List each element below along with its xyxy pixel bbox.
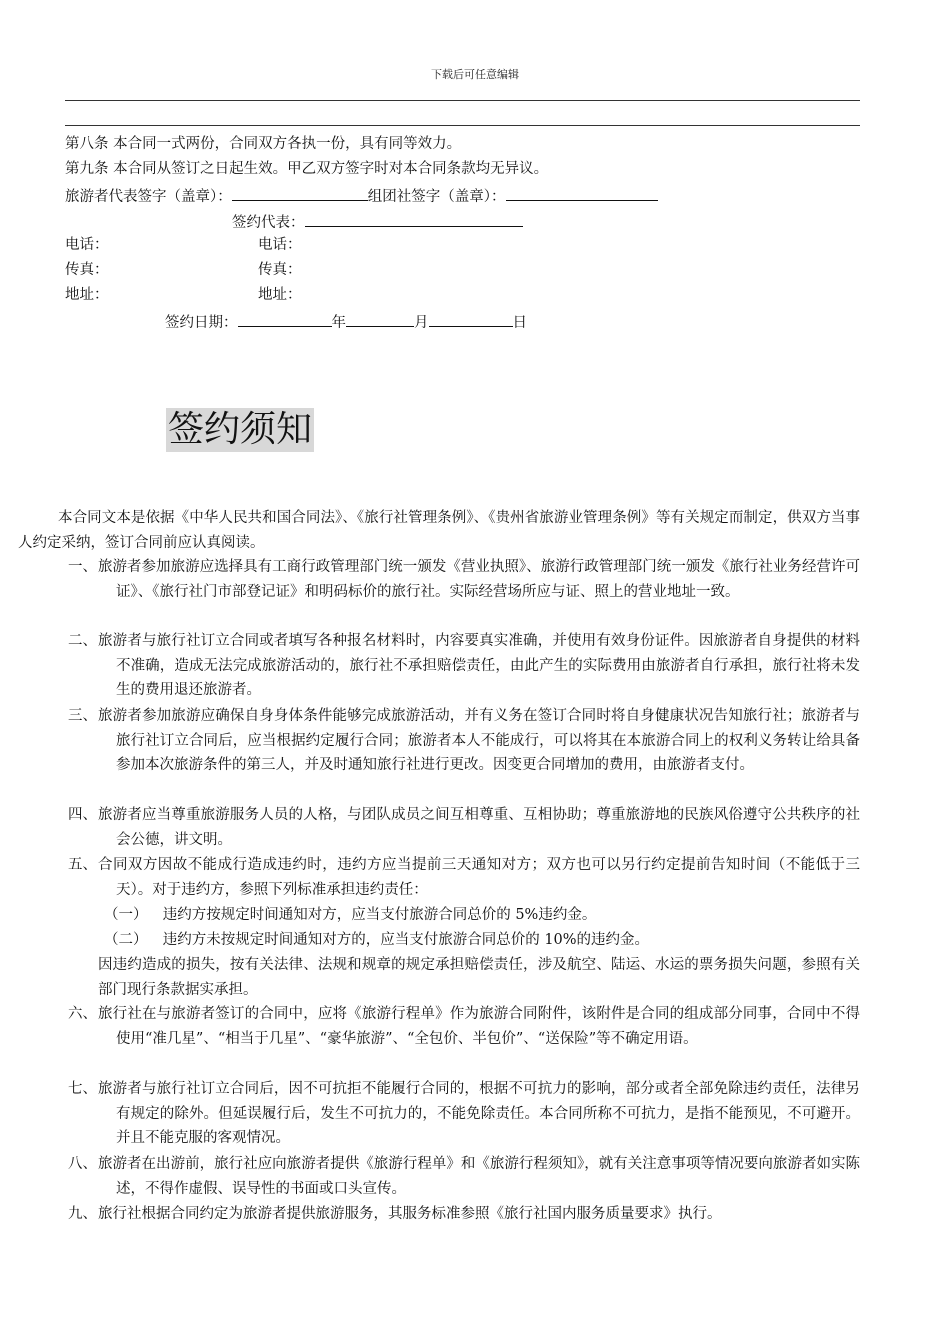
notice-item-6 — [68, 1002, 860, 1051]
fax-label-right: 传真： — [258, 262, 302, 278]
item-number: 二、 — [68, 633, 97, 649]
item-number: 七、 — [68, 1081, 97, 1097]
item-text: 旅游者与旅行社订立合同后，因不可抗拒不能履行合同的，根据不可抗力的影响，部分或者全部免除违约责任，法律另有规定的除外。但延误履行后，发生不可抗力的，不能免除责任。本合同所称不可抗力，是指不能预见，不可避开。并且不能克服的客观情况。 — [98, 1081, 860, 1146]
date-row — [165, 310, 527, 333]
rep-label: 签约代表： — [232, 215, 305, 231]
item-text: 合同双方因故不能成行造成违约时，违约方应当提前三天通知对方；双方也可以另行约定提前告知时间（不能低于三天）。对于违约方，参照下列标准承担违约责任： — [98, 857, 860, 898]
phone-label-left: 电话： — [65, 237, 109, 253]
damages-paragraph: 因违约造成的损失，按有关法律、法规和规章的规定承担赔偿责任，涉及航空、陆运、水运的票务损失问题，参照有关部门现行条款据实承担。 — [98, 957, 860, 998]
notice-item-5 — [68, 853, 860, 902]
agency-sign-label: 组团社签字（盖章）： — [367, 189, 506, 205]
header-note: 下载后可任意编辑 — [431, 68, 519, 81]
header-rule-top — [65, 100, 860, 101]
sub-text: 违约方未按规定时间通知对方的，应当支付旅游合同总价的 10%的违约金。 — [162, 932, 650, 948]
notice-item-4 — [68, 803, 860, 852]
rep-field[interactable] — [305, 210, 523, 227]
item-text: 旅游者应当尊重旅游服务人员的人格，与团队成员之间互相尊重、互相协助；尊重旅游地的民族风俗遵守公共秩序的社会公德，讲文明。 — [98, 807, 860, 848]
notice-item-1 — [68, 555, 860, 604]
item-text: 旅游者与旅行社订立合同或者填写各种报名材料时，内容要真实准确，并使用有效身份证件。因旅游者自身提供的材料不准确，造成无法完成旅游活动的，旅行社不承担赔偿责任，由此产生的实际费用由旅游者自行承担，旅行社将未发生的费用退还旅游者。 — [98, 633, 860, 698]
month-label: 月 — [414, 315, 429, 331]
month-field[interactable] — [346, 310, 414, 327]
address-label-right: 地址： — [258, 287, 302, 303]
notice-item-2 — [68, 629, 860, 703]
notice-item-9 — [68, 1202, 860, 1227]
sub-text: 违约方按规定时间通知对方，应当支付旅游合同总价的 5%违约金。 — [162, 907, 597, 923]
item-number: 八、 — [68, 1156, 97, 1172]
year-label: 年 — [331, 315, 346, 331]
fax-label-left: 传真： — [65, 262, 109, 278]
notice-intro: 本合同文本是依据《中华人民共和国合同法》、《旅行社管理条例》、《贵州省旅游业管理条例》等有关规定而制定，供双方当事人约定采纳，签订合同前应认真阅读。 — [18, 510, 860, 551]
header-rule-bottom — [65, 125, 860, 126]
notice-title: 签约须知 — [168, 409, 313, 450]
day-label: 日 — [512, 315, 527, 331]
tourist-sign-label: 旅游者代表签字（盖章）： — [65, 189, 232, 205]
phone-label-right: 电话： — [258, 237, 302, 253]
rep-row — [232, 210, 523, 233]
item-number: 一、 — [68, 559, 97, 575]
sub-number: （二） — [104, 932, 148, 948]
item-text: 旅游者参加旅游应确保自身身体条件能够完成旅游活动，并有义务在签订合同时将自身健康状况告知旅行社；旅游者与旅行社订立合同后，应当根据约定履行合同；旅游者本人不能成行，可以将其在本旅游合同上的权利义务转让给具备参加本次旅游条件的第三人，并及时通知旅行社进行更改。因变更合同增加的费用，由旅游者支付。 — [98, 708, 860, 773]
notice-item-3 — [68, 704, 860, 778]
item-text: 旅行社根据合同约定为旅游者提供旅游服务，其服务标准参照《旅行社国内服务质量要求》执行。 — [98, 1206, 722, 1222]
item-number: 三、 — [68, 708, 97, 724]
penalty-clause-1 — [104, 903, 596, 928]
year-field[interactable] — [238, 310, 332, 327]
item-text: 旅游者参加旅游应选择具有工商行政管理部门统一颁发《营业执照》、旅游行政管理部门统一颁发《旅行社业务经营许可证》、《旅行社门市部登记证》和明码标价的旅行社。实际经营场所应与证、照上的营业地址一致。 — [98, 559, 860, 600]
item-number: 四、 — [68, 807, 97, 823]
day-field[interactable] — [429, 310, 513, 327]
notice-item-7 — [68, 1077, 860, 1151]
notice-item-8 — [68, 1152, 860, 1201]
signature-row — [65, 184, 658, 207]
sub-number: （一） — [104, 907, 148, 923]
agency-sign-field[interactable] — [506, 184, 658, 201]
date-label: 签约日期： — [165, 315, 238, 331]
address-label-left: 地址： — [65, 287, 109, 303]
penalty-clause-2 — [104, 928, 649, 953]
article-8: 第八条 本合同一式两份，合同双方各执一份，具有同等效力。 — [65, 136, 462, 152]
tourist-sign-field[interactable] — [232, 184, 368, 201]
item-text: 旅行社在与旅游者签订的合同中，应将《旅游行程单》作为旅游合同附件，该附件是合同的组成部分同事，合同中不得使用“准几星”、“相当于几星”、“豪华旅游”、“全包价、半包价”、“送保险”等不确定用语。 — [98, 1006, 860, 1047]
item-number: 六、 — [68, 1006, 97, 1022]
item-number: 九、 — [68, 1206, 97, 1222]
item-number: 五、 — [68, 857, 97, 873]
item-text: 旅游者在出游前，旅行社应向旅游者提供《旅游行程单》和《旅游行程须知》，就有关注意事项等情况要向旅游者如实陈述，不得作虚假、误导性的书面或口头宣传。 — [98, 1156, 860, 1197]
article-9: 第九条 本合同从签订之日起生效。甲乙双方签字时对本合同条款均无异议。 — [65, 161, 549, 177]
